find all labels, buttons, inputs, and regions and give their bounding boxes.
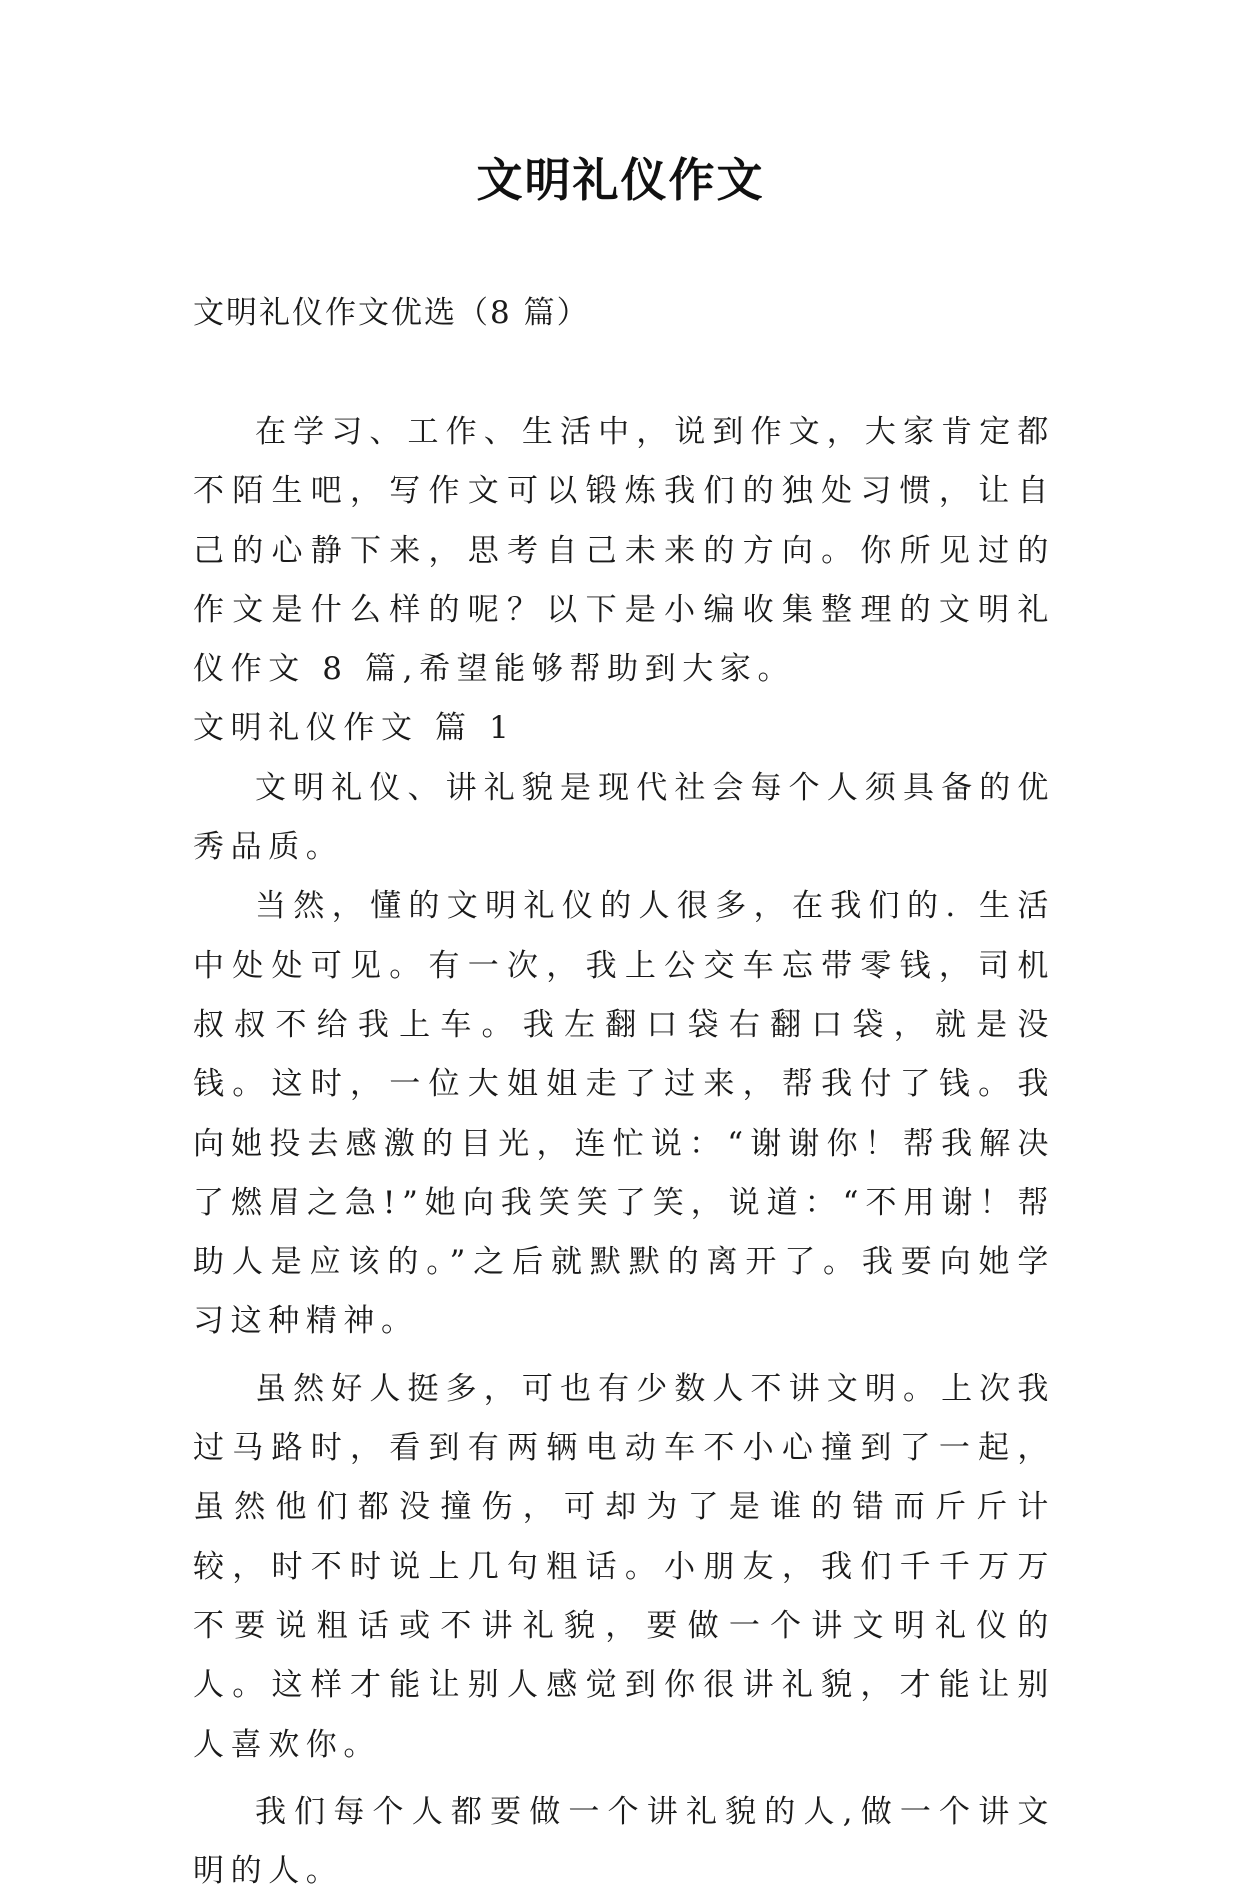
body-paragraph: 虽然好人挺多，可也有少数人不讲文明。上次我过马路时，看到有两辆电动车不小心撞到了一起，虽然他们都没撞伤，可却为了是谁的错而斤斤计较，时不时说上几句粗话。小朋友，我们千千万万不要说粗话或不讲礼貌，要做一个讲文明礼仪的人。这样才能让别人感觉到你很讲礼貌，才能让别人喜欢你。: [193, 1370, 1055, 1763]
document-title: 文明礼仪作文: [476, 153, 765, 207]
body-paragraph: 当然，懂的文明礼仪的人很多，在我们的. 生活中处处可见。有一次，我上公交车忘带零钱，司机叔叔不给我上车。我左翻口袋右翻口袋，就是没钱。这时，一位大姐姐走了过来，帮我付了钱。我向她投去感激的目光，连忙说：“谢谢你！帮我解决了燃眉之急!”她向我笑笑了笑，说道：“不用谢！帮助人是应该的。”之后就默默的离开了。我要向她学习这种精神。: [193, 888, 1055, 1340]
document-body: [193, 403, 1055, 1901]
intro-paragraph: 在学习、工作、生活中，说到作文，大家肯定都不陌生吧，写作文可以锻炼我们的独处习惯，让自己的心静下来，思考自己未来的方向。你所见过的作文是什么样的呢？以下是小编收集整理的文明礼仪作文 8 篇,希望能够帮助到大家。: [193, 414, 1055, 688]
section-heading: 文明礼仪作文 篇 1: [193, 710, 516, 747]
body-paragraph: 我们每个人都要做一个讲礼貌的人,做一个讲文明的人。: [193, 1793, 1055, 1890]
document-subtitle: 文明礼仪作文优选（8 篇）: [193, 295, 590, 331]
body-paragraph: 文明礼仪、讲礼貌是现代社会每个人须具备的优秀品质。: [193, 769, 1055, 866]
